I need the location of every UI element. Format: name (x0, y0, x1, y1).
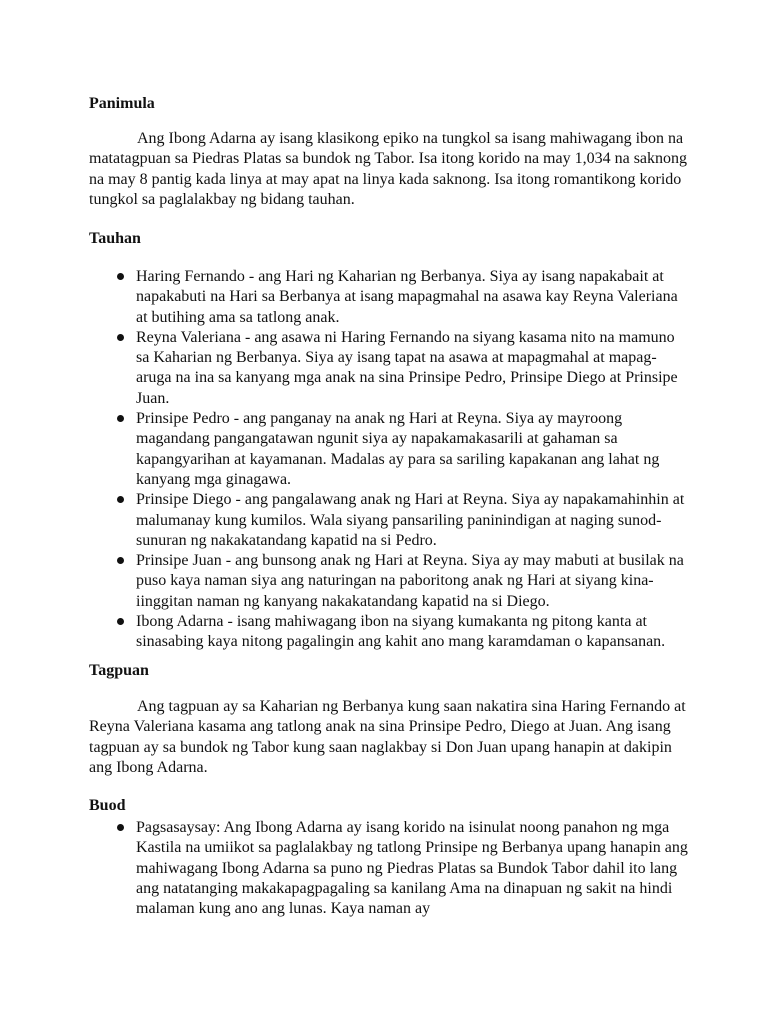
paragraph-tagpuan: Ang tagpuan ay sa Kaharian ng Berbanya kung saan nakatira sina Haring Fernando at Reyna Valeriana kasama ang tatlong anak na sina Prinsipe Pedro, Diego at Juan. Ang isang tagpuan ay sa bundok ng Tabor kung saan naglakbay si Don Juan upang hanapin at dakipin ang Ibong Adarna. (89, 698, 686, 776)
list-item (89, 551, 689, 612)
list-item (89, 612, 689, 653)
bullet-icon (117, 618, 124, 625)
list-item (89, 490, 689, 551)
list-item (89, 328, 689, 409)
bullet-icon (117, 415, 124, 422)
heading-tagpuan: Tagpuan (89, 662, 149, 679)
bullet-icon (117, 557, 124, 564)
list-item-text: Haring Fernando - ang Hari ng Kaharian ng Berbanya. Siya ay isang napakabait at napakabuti na Hari sa Berbanya at isang mapagmahal na asawa kay Reyna Valeriana at butihing ama sa tatlong anak. (136, 268, 678, 326)
list-item (89, 818, 689, 919)
bullet-icon (117, 273, 124, 280)
list-item-text: Prinsipe Pedro - ang panganay na anak ng Hari at Reyna. Siya ay mayroong magandang pangangatawan ngunit siya ay napakamakasarili at gahaman sa kapangyarihan at kayamanan. Madalas ay para sa sariling kapakanan ang lahat ng kanyang mga ginagawa. (136, 410, 660, 488)
list-item-text: Pagsasaysay: Ang Ibong Adarna ay isang korido na isinulat noong panahon ng mga Kastila na umiikot sa paglalakbay ng tatlong Prinsipe ng Berbanya upang hanapin ang mahiwagang Ibong Adarna sa puno ng Piedras Platas sa Bundok Tabor dahil ito lang ang natatanging makakapagpagaling sa kanilang Ama na dinapuan ng sakit na hindi malaman kung ano ang lunas. Kaya naman ay (136, 819, 688, 918)
heading-tauhan: Tauhan (89, 230, 141, 247)
list-item (89, 267, 689, 328)
bullet-icon (117, 824, 124, 831)
list-item-text: Ibong Adarna - isang mahiwagang ibon na siyang kumakanta ng pitong kanta at sinasabing kaya nitong pagalingin ang kahit ano mang karamdaman o kapansanan. (136, 613, 666, 651)
tauhan-list (89, 267, 689, 653)
bullet-icon (117, 496, 124, 503)
bullet-icon (117, 334, 124, 341)
list-item-text: Prinsipe Juan - ang bunsong anak ng Hari at Reyna. Siya ay may mabuti at busilak na puso kaya naman siya ang naturingan na paboritong anak ng Hari at siyang kina-iinggitan naman ng kanyang nakakatandang kapatid na si Diego. (136, 552, 684, 610)
list-item-text: Reyna Valeriana - ang asawa ni Haring Fernando na siyang kasama nito na mamuno sa Kaharian ng Berbanya. Siya ay isang tapat na asawa at mapagmahal at mapag-aruga na ina sa kanyang mga anak na sina Prinsipe Pedro, Prinsipe Diego at Prinsipe Juan. (136, 328, 678, 407)
buod-list (89, 818, 689, 919)
heading-panimula: Panimula (89, 95, 155, 112)
list-item (89, 409, 689, 490)
list-item-text: Prinsipe Diego - ang pangalawang anak ng Hari at Reyna. Siya ay napakamahinhin at malumanay kung kumilos. Wala siyang pansariling paninindigan at naging sunod-sunuran ng nakakatandang kapatid na si Pedro. (136, 491, 685, 549)
paragraph-panimula: Ang Ibong Adarna ay isang klasikong epiko na tungkol sa isang mahiwagang ibon na matatagpuan sa Piedras Platas sa bundok ng Tabor. Isa itong korido na may 1,034 na saknong na may 8 pantig kada linya at may apat na linya kada saknong. Isa itong romantikong korido tungkol sa paglalakbay ng bidang tauhan. (89, 130, 688, 208)
heading-buod: Buod (89, 797, 126, 814)
